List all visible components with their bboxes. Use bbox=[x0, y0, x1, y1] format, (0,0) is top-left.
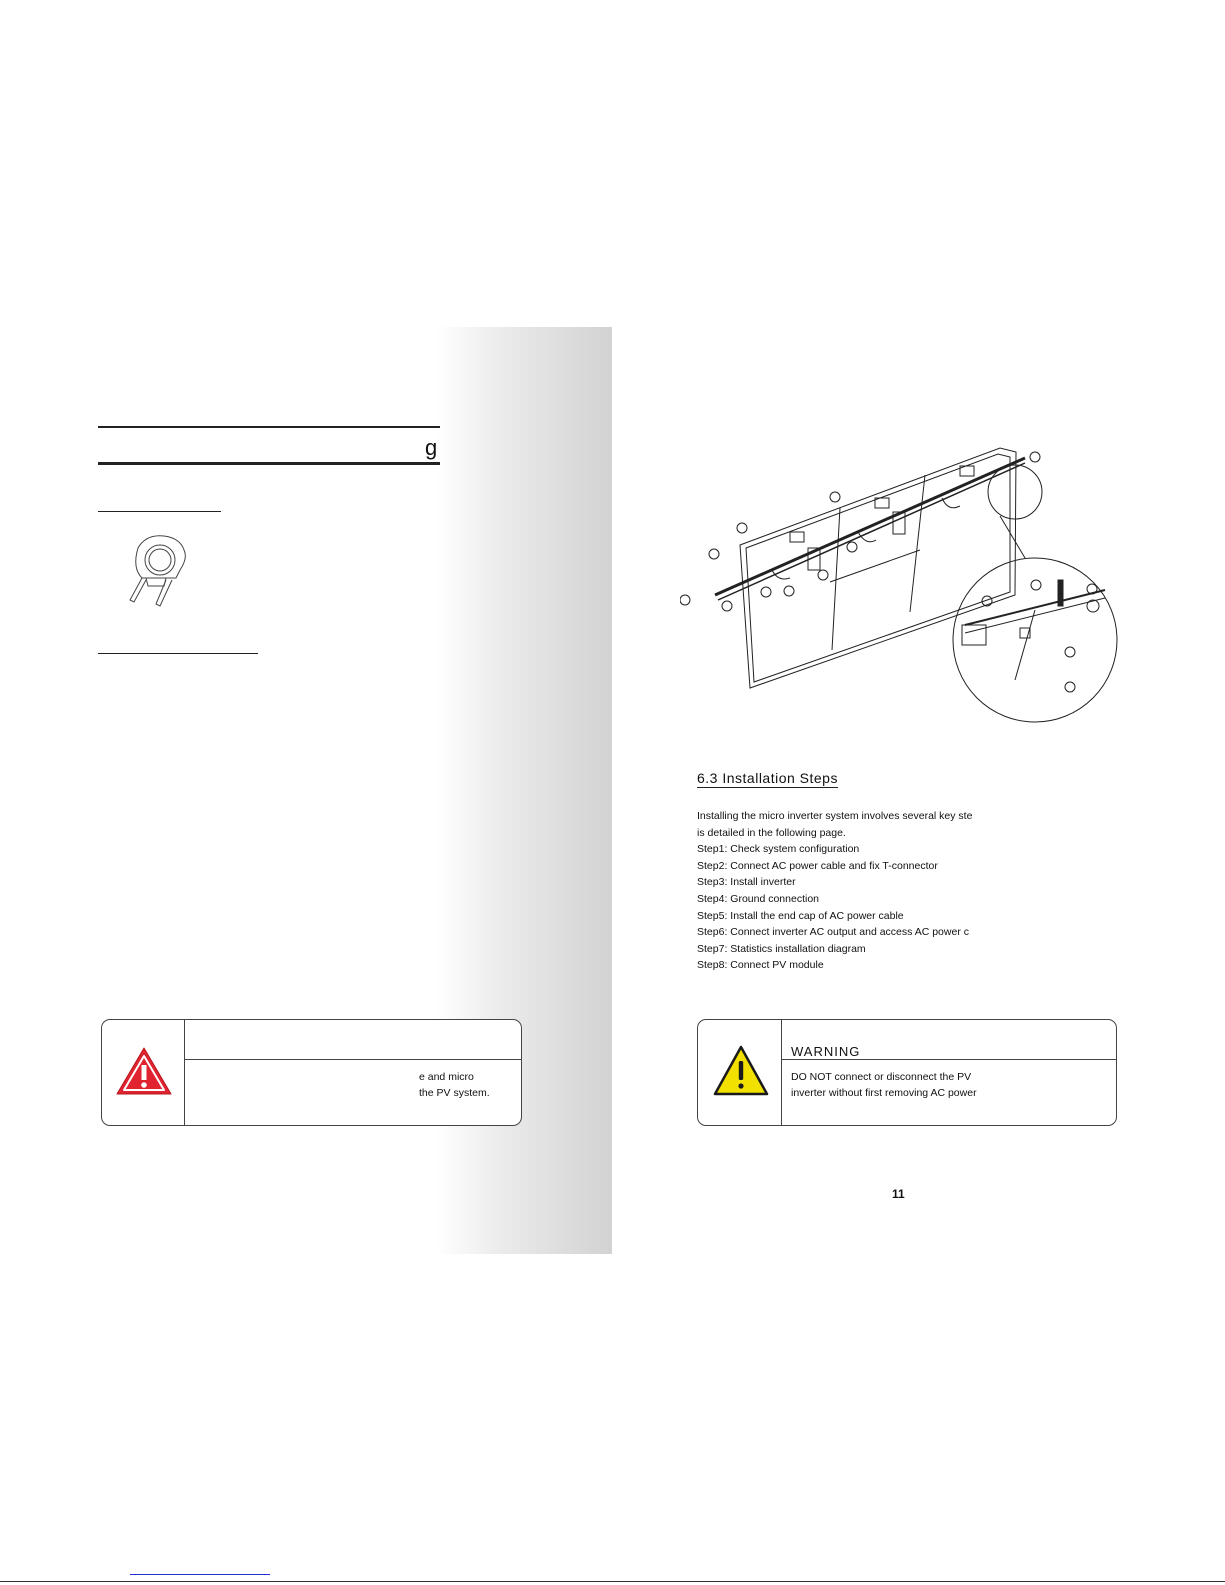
section-title: 6.3 Installation Steps bbox=[697, 770, 838, 786]
left-warning-box bbox=[101, 1019, 522, 1126]
warning-triangle-yellow-icon bbox=[712, 1044, 770, 1098]
footer-link-underline bbox=[130, 1574, 270, 1575]
bracket bbox=[790, 532, 804, 542]
heading-rule-top bbox=[98, 426, 440, 428]
left-heading-fragment: g bbox=[425, 435, 438, 460]
end-cap-body bbox=[136, 536, 186, 578]
pv-module-frame bbox=[740, 448, 1016, 688]
callout-marker bbox=[709, 549, 719, 559]
page-number: 11 bbox=[892, 1187, 905, 1201]
intro-line: Installing the micro inverter system involves several key ste bbox=[697, 810, 973, 822]
step-item: Step5: Install the end cap of AC power cable bbox=[697, 909, 904, 922]
right-warning-box bbox=[697, 1019, 1117, 1126]
detail-frame-edge bbox=[1015, 610, 1035, 680]
detail-end-cap bbox=[1087, 600, 1099, 612]
step-item: Step2: Connect AC power cable and fix T-connector bbox=[697, 859, 938, 872]
callout-marker bbox=[722, 601, 732, 611]
footer-rule bbox=[0, 1581, 1225, 1582]
warning-box-rule bbox=[781, 1059, 1116, 1060]
callout-marker bbox=[818, 570, 828, 580]
pv-module-inner-frame bbox=[746, 454, 1010, 682]
step-item: Step6: Connect inverter AC output and access AC power c bbox=[697, 926, 969, 939]
end-cap-base bbox=[146, 578, 166, 586]
warning-box-divider bbox=[184, 1020, 185, 1125]
subheading-underline bbox=[98, 511, 221, 512]
mounting-rail bbox=[718, 463, 1025, 600]
warning-title: WARNING bbox=[791, 1044, 861, 1059]
callout-marker bbox=[680, 595, 690, 605]
end-cap-drawing bbox=[118, 528, 198, 613]
right-warning-line2: inverter without first removing AC power bbox=[791, 1087, 977, 1099]
callout-marker bbox=[1065, 682, 1075, 692]
intro-line: is detailed in the following page. bbox=[697, 826, 846, 839]
detail-bracket bbox=[962, 625, 986, 645]
detail-cap bbox=[1065, 647, 1075, 657]
installation-steps bbox=[697, 808, 1027, 974]
callout-marker bbox=[761, 587, 771, 597]
zoom-source-circle bbox=[988, 465, 1042, 519]
callout-marker bbox=[1031, 580, 1041, 590]
right-warning-line1: DO NOT connect or disconnect the PV bbox=[791, 1071, 972, 1083]
end-cap-leg-right bbox=[156, 580, 172, 606]
subheading-underline-2 bbox=[98, 653, 258, 654]
callout-marker bbox=[1030, 452, 1040, 462]
detail-rail bbox=[965, 590, 1105, 625]
end-cap-ring-inner bbox=[149, 549, 171, 571]
callout-marker bbox=[784, 586, 794, 596]
detail-screwdriver bbox=[1058, 580, 1063, 606]
warning-box-divider bbox=[781, 1020, 782, 1125]
ac-cable bbox=[715, 458, 1025, 595]
zoom-detail-circle bbox=[953, 558, 1117, 722]
end-cap-leg-left bbox=[130, 578, 146, 602]
step-item: Step8: Connect PV module bbox=[697, 959, 824, 972]
installation-diagram bbox=[680, 430, 1125, 730]
callout-marker bbox=[830, 492, 840, 502]
callout-marker bbox=[737, 523, 747, 533]
callout-marker bbox=[847, 542, 857, 552]
step-item: Step4: Ground connection bbox=[697, 892, 820, 905]
panel-divider bbox=[830, 550, 920, 582]
warning-triangle-red-icon bbox=[114, 1045, 174, 1097]
left-warning-line2: the PV system. bbox=[419, 1087, 490, 1099]
left-warning-line1: e and micro bbox=[419, 1071, 474, 1083]
panel-divider bbox=[910, 475, 925, 612]
heading-rule-bottom bbox=[98, 462, 440, 465]
step-item: Step1: Check system configuration bbox=[697, 843, 860, 856]
step-item: Step7: Statistics installation diagram bbox=[697, 942, 866, 955]
step-item: Step3: Install inverter bbox=[697, 876, 796, 889]
warning-box-rule bbox=[184, 1059, 521, 1060]
zoom-leader bbox=[1000, 516, 1025, 558]
